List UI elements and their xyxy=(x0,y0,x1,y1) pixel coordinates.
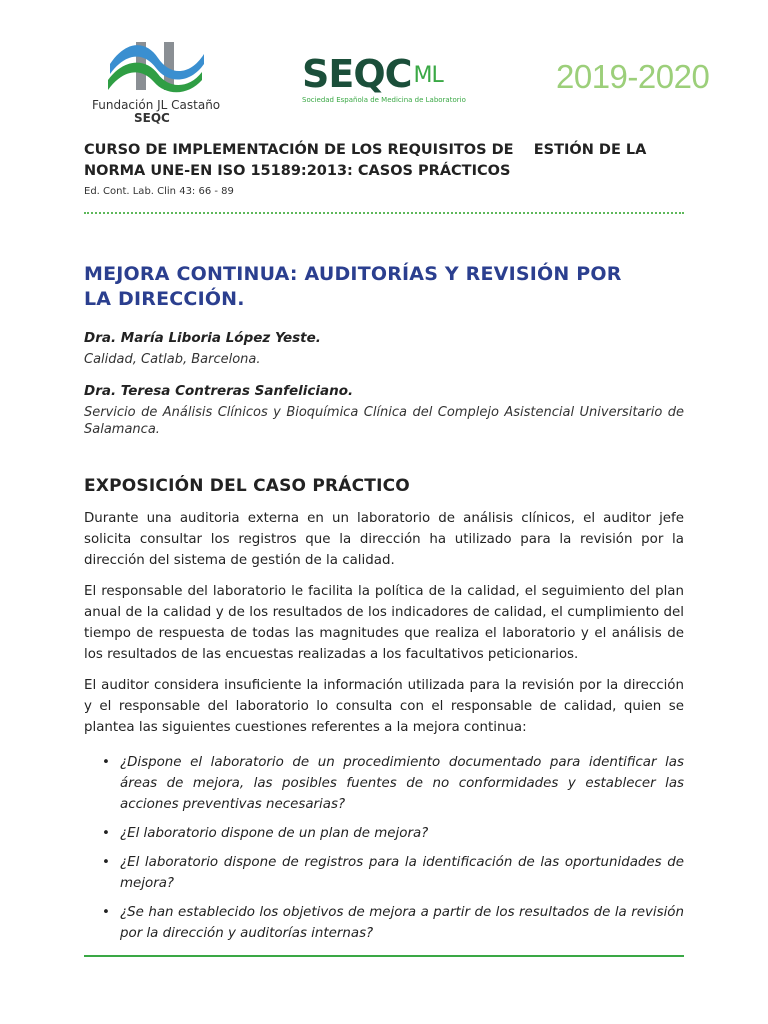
list-item xyxy=(84,852,684,894)
question-text: ¿Se han establecido los objetivos de mejora a partir de los resultados de la revisión por la dirección y auditorías internas? xyxy=(120,905,684,941)
question-list xyxy=(84,752,684,944)
article-title-line-1: MEJORA CONTINUA: AUDITORÍAS Y REVISIÓN POR xyxy=(84,263,622,285)
section-body xyxy=(84,508,684,952)
article-title xyxy=(84,262,644,312)
fundacion-name: Fundación JL Castaño xyxy=(92,98,221,112)
seqc-logo-main: SEQC xyxy=(302,52,412,96)
bullet-icon: • xyxy=(102,905,110,920)
list-item xyxy=(84,823,684,844)
seqc-logo-wordmark xyxy=(302,54,502,94)
bullet-icon: • xyxy=(102,826,110,841)
body-paragraph: El auditor considera insuficiente la información utilizada para la revisión por la dirección y el responsable del laboratorio lo consulta con el responsable de calidad, quien se plantea las siguientes cuestiones referentes a la mejora continua: xyxy=(84,678,684,735)
question-text: ¿Dispone el laboratorio de un procedimiento documentado para identificar las áreas de mejora, las posibles fuentes de no conformidades y establecer las acciones preventivas necesarias? xyxy=(120,755,684,812)
seqc-logo-subtitle: Sociedad Española de Medicina de Laboratorio xyxy=(302,96,466,104)
section-title: EXPOSICIÓN DEL CASO PRÁCTICO xyxy=(84,476,410,496)
course-title-line-1: CURSO DE IMPLEMENTACIÓN DE LOS REQUISITOS DE ESTIÓN DE LA xyxy=(84,142,647,158)
fundacion-logo xyxy=(88,38,228,138)
seqc-logo-ml: ML xyxy=(413,63,443,88)
seqc-ml-logo xyxy=(302,54,502,124)
dotted-divider xyxy=(84,206,684,214)
body-paragraph: El responsable del laboratorio le facilita la política de la calidad, el seguimiento del plan anual de la calidad y de los resultados de los indicadores de calidad, el cumplimiento del tiempo de respuesta de todas las magnitudes que realiza el laboratorio y el análisis de los resultados de las encuestas realizadas a los facultativos peticionarios. xyxy=(84,584,684,662)
author-affiliation: Servicio de Análisis Clínicos y Bioquímica Clínica del Complejo Asistencial Universitario de Salamanca. xyxy=(84,405,684,437)
course-year: 2019-2020 xyxy=(556,58,710,95)
question-text: ¿El laboratorio dispone de un plan de mejora? xyxy=(120,826,429,841)
fundacion-emblem-icon xyxy=(106,38,206,96)
course-reference: Ed. Cont. Lab. Clin 43: 66 - 89 xyxy=(84,186,234,197)
question-text: ¿El laboratorio dispone de registros para la identificación de las oportunidades de mejora? xyxy=(120,855,684,891)
course-title-line-2: NORMA UNE-EN ISO 15189:2013: CASOS PRÁCTICOS xyxy=(84,163,511,179)
author-block xyxy=(84,330,684,368)
footer-divider xyxy=(84,955,684,957)
fundacion-seqc: SEQC xyxy=(134,111,170,125)
author-name: Dra. Teresa Contreras Sanfeliciano. xyxy=(84,383,354,399)
list-item xyxy=(84,902,684,944)
list-item xyxy=(84,752,684,815)
article-title-line-2: LA DIRECCIÓN. xyxy=(84,288,245,310)
body-paragraph: Durante una auditoria externa en un laboratorio de análisis clínicos, el auditor jefe solicita consultar los registros que la dirección ha utilizado para la revisión por la dirección del sistema de gestión de la calidad. xyxy=(84,511,684,568)
course-header xyxy=(84,140,684,197)
author-block xyxy=(84,383,684,438)
author-name: Dra. María Liboria López Yeste. xyxy=(84,330,321,346)
bullet-icon: • xyxy=(102,755,110,770)
bullet-icon: • xyxy=(102,855,110,870)
author-affiliation: Calidad, Catlab, Barcelona. xyxy=(84,352,261,367)
